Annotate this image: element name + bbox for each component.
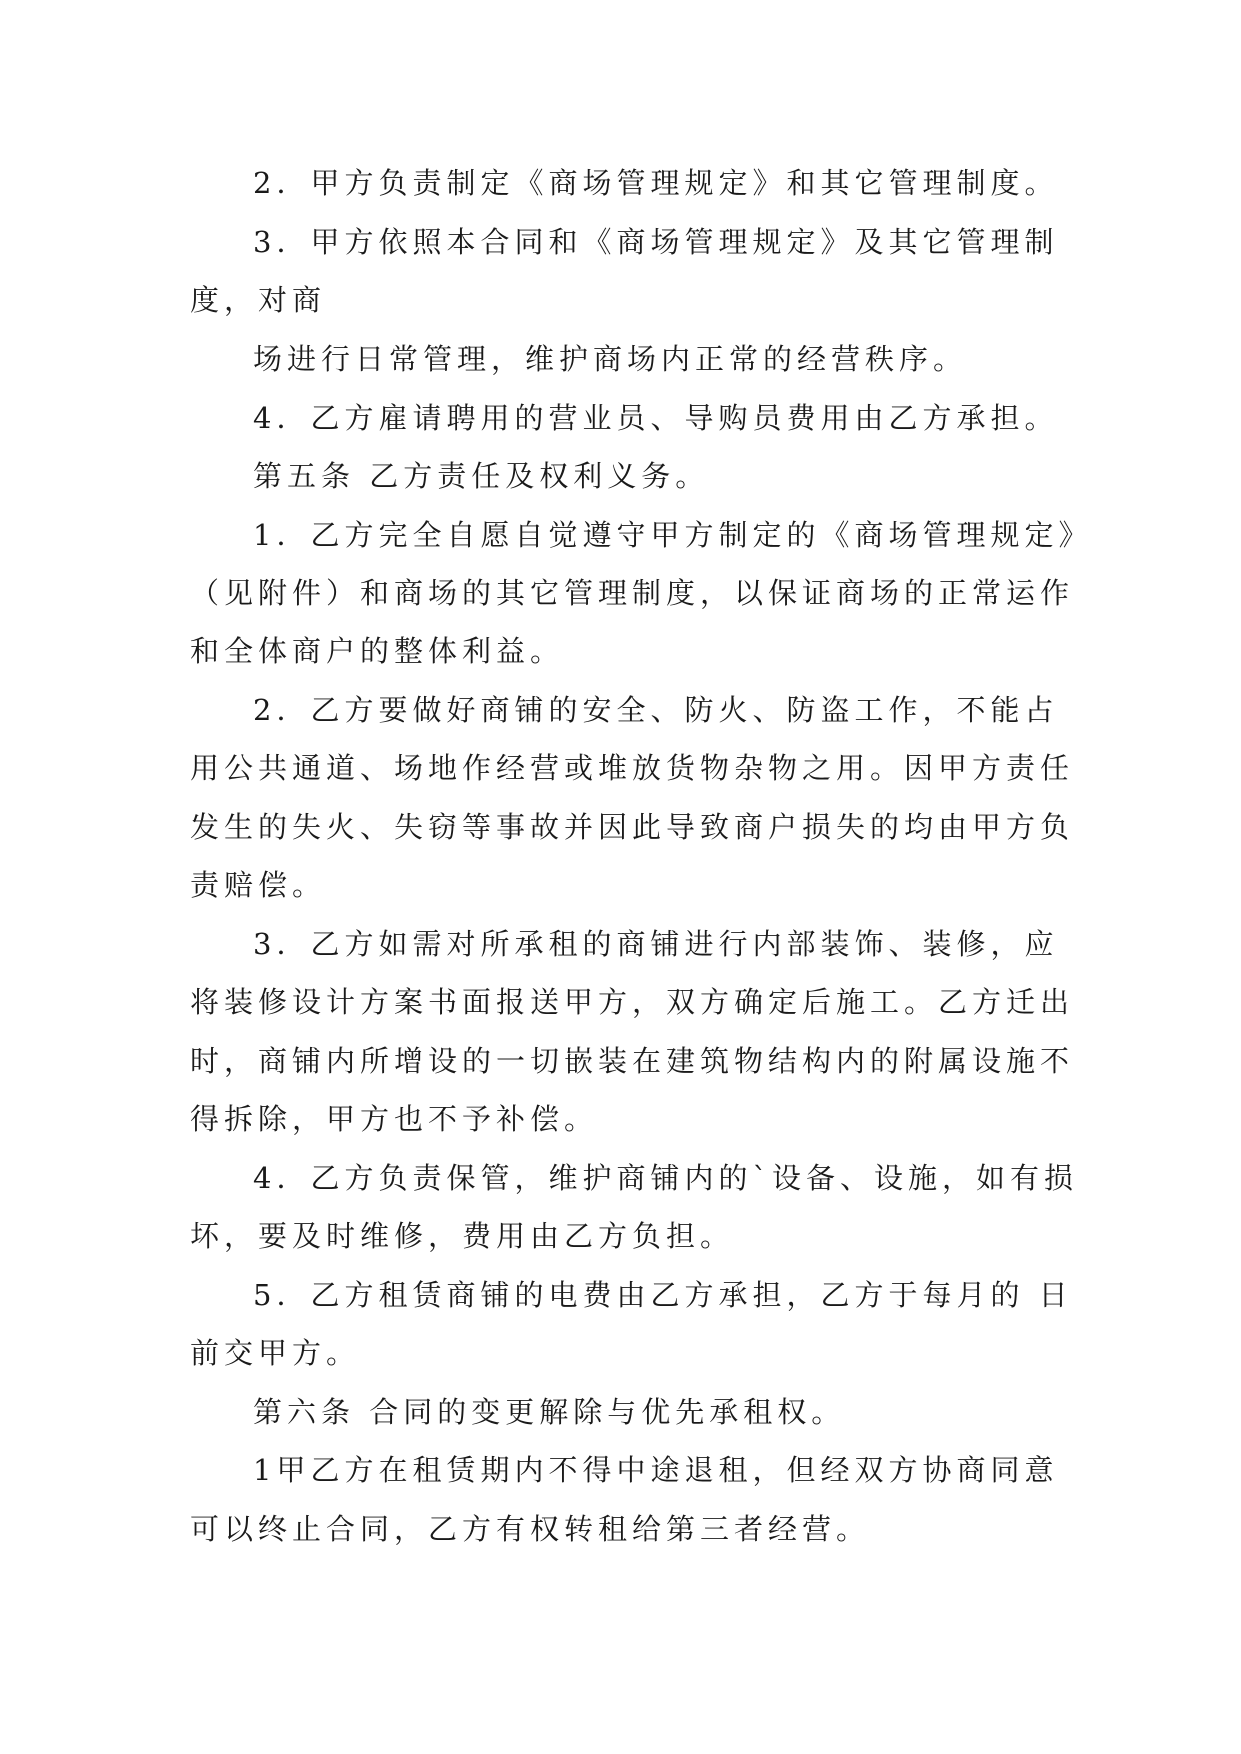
text-line: 2．甲方负责制定《商场管理规定》和其它管理制度。 [253, 166, 1059, 200]
text-line: 场进行日常管理，维护商场内正常的经营秩序。 [253, 342, 968, 376]
text-line: 4．乙方雇请聘用的营业员、导购员费用由乙方承担。 [253, 401, 1059, 435]
text-line: 2．乙方要做好商铺的安全、防火、防盗工作，不能占 [253, 693, 1059, 727]
text-line: 时，商铺内所增设的一切嵌装在建筑物结构内的附属设施不 [190, 1044, 1075, 1078]
text-line: 前交甲方。 [190, 1336, 361, 1370]
text-line: 1甲乙方在租赁期内不得中途退租，但经双方协商同意 [253, 1453, 1059, 1487]
text-line: 3．乙方如需对所承租的商铺进行内部装饰、装修，应 [253, 927, 1059, 961]
text-line: 责赔偿。 [190, 868, 327, 902]
text-line: 用公共通道、场地作经营或堆放货物杂物之用。因甲方责任 [190, 751, 1075, 785]
text-line: 发生的失火、失窃等事故并因此导致商户损失的均由甲方负 [190, 810, 1075, 844]
text-line: 3．甲方依照本合同和《商场管理规定》及其它管理制 [253, 225, 1059, 259]
text-line: （见附件）和商场的其它管理制度，以保证商场的正常运作 [190, 576, 1075, 610]
section-heading: 第六条 合同的变更解除与优先承租权。 [253, 1395, 846, 1429]
text-line: 1．乙方完全自愿自觉遵守甲方制定的《商场管理规定》 [253, 518, 1093, 552]
text-line: 得拆除，甲方也不予补偿。 [190, 1102, 599, 1136]
text-line: 5．乙方租赁商铺的电费由乙方承担，乙方于每月的 日 [253, 1278, 1073, 1312]
section-heading: 第五条 乙方责任及权利义务。 [253, 459, 710, 493]
text-line: 度，对商 [190, 283, 327, 317]
text-line: 将装修设计方案书面报送甲方，双方确定后施工。乙方迁出 [190, 985, 1075, 1019]
text-line: 和全体商户的整体利益。 [190, 634, 565, 668]
text-line: 坏，要及时维修，费用由乙方负担。 [190, 1219, 735, 1253]
text-line: 可以终止合同，乙方有权转租给第三者经营。 [190, 1512, 871, 1546]
text-line: 4．乙方负责保管，维护商铺内的`设备、设施，如有损 [253, 1161, 1078, 1195]
